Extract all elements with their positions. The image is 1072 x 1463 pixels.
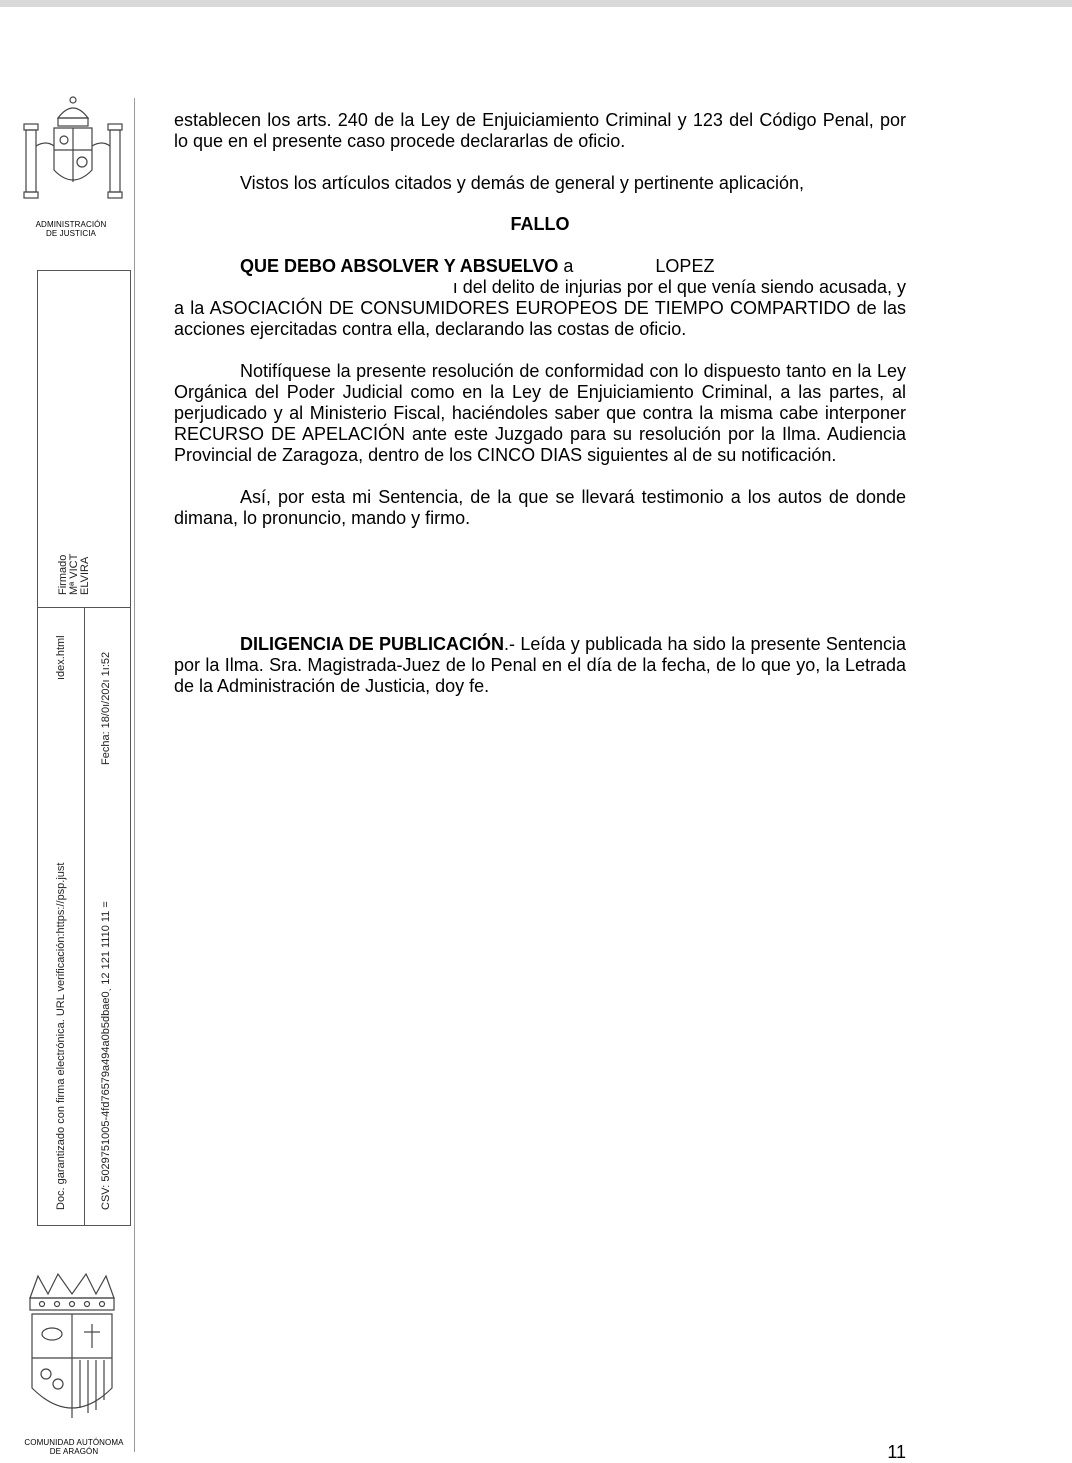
paragraph-vistos: Vistos los artículos citados y demás de general y pertinente aplicación, (240, 173, 804, 193)
signed-by-line3: ELVIRA (79, 556, 91, 595)
publication-rest: .- Leída y publicada ha sido la presente Sentencia por la Ilma. Sra. Magistrada-Juez de lo Penal en el día de la fecha, de lo que yo, la Letrada de la Administración de Justicia, doy fe. (174, 634, 906, 696)
verification-url-text: Doc. garantizado con firma electrónica. URL verificación:https://psp.just (55, 862, 67, 1210)
paragraph-publication (174, 634, 906, 697)
paragraph-notification: Notifíquese la presente resolución de conformidad con lo dispuesto tanto en la Ley Orgánica del Poder Judicial como en la Ley de Enjuiciamiento Criminal, a las partes, al perjudicado y al Ministerio Fiscal, haciéndoles saber que contra la misma cabe interponer RECURSO DE APELACIÓN ante este Juzgado para su resolución por la Ilma. Audiencia Provincial de Zaragoza, dentro de los CINCO DIAS siguientes al de su notificación. (174, 361, 906, 465)
signed-by-line1: Firmado (57, 554, 69, 595)
bottom-logo-caption (4, 1438, 144, 1456)
top-logo-caption (6, 220, 136, 238)
paragraph-absolution-line2: ı del delito de injurias por el que venía siendo acusada, y (452, 277, 906, 297)
defendant-name: LOPEZ (655, 256, 715, 276)
top-logo-caption-line2: DE JUSTICIA (46, 229, 96, 238)
paragraph-costs: establecen los arts. 240 de la Ley de Enjuiciamiento Criminal y 123 del Código Penal, por lo que en el presente caso procede declararlas de oficio. (174, 110, 906, 151)
bottom-logo-caption-line1: COMUNIDAD AUTÓNOMA (24, 1438, 124, 1447)
absolution-a: a (563, 256, 574, 276)
csv-code: CSV: 5029751005-4fd76579a494a0b5dbae0ˎ 12 121 1110 11 = (100, 901, 112, 1210)
document-body (174, 110, 906, 697)
signature-date: Fecha: 18/0ı/202ı 1ı:52 (100, 651, 112, 765)
signed-by (58, 554, 91, 595)
signed-by-line2: Mª VICT (68, 553, 80, 595)
signature-box-divider-vertical (84, 607, 85, 1226)
fallo-heading: FALLO (510, 214, 570, 234)
page-number: 11 (887, 1442, 906, 1462)
sidebar-divider (134, 98, 135, 1452)
absolution-bold: QUE DEBO ABSOLVER Y ABSUELVO (240, 256, 559, 276)
aragon-coat-of-arms-icon (22, 1268, 122, 1438)
paragraph-absolution-line1 (174, 256, 906, 277)
paragraph-absolution-rest: a la ASOCIACIÓN DE CONSUMIDORES EUROPEOS DE TIEMPO COMPARTIDO de las acciones ejercitadas contra ella, declarando las costas de oficio. (174, 298, 906, 339)
publication-bold: DILIGENCIA DE PUBLICACIÓN (240, 634, 505, 654)
spain-coat-of-arms-icon (18, 90, 128, 210)
top-band (0, 0, 1072, 7)
url-fragment: ıdex.html (55, 635, 67, 680)
bottom-logo-caption-line2: DE ARAGÓN (49, 1447, 99, 1456)
paragraph-sentence-closing: Así, por esta mi Sentencia, de la que se llevará testimonio a los autos de donde dimana, lo pronuncio, mando y firmo. (174, 487, 906, 528)
top-logo-caption-line1: ADMINISTRACIÓN (35, 220, 107, 229)
